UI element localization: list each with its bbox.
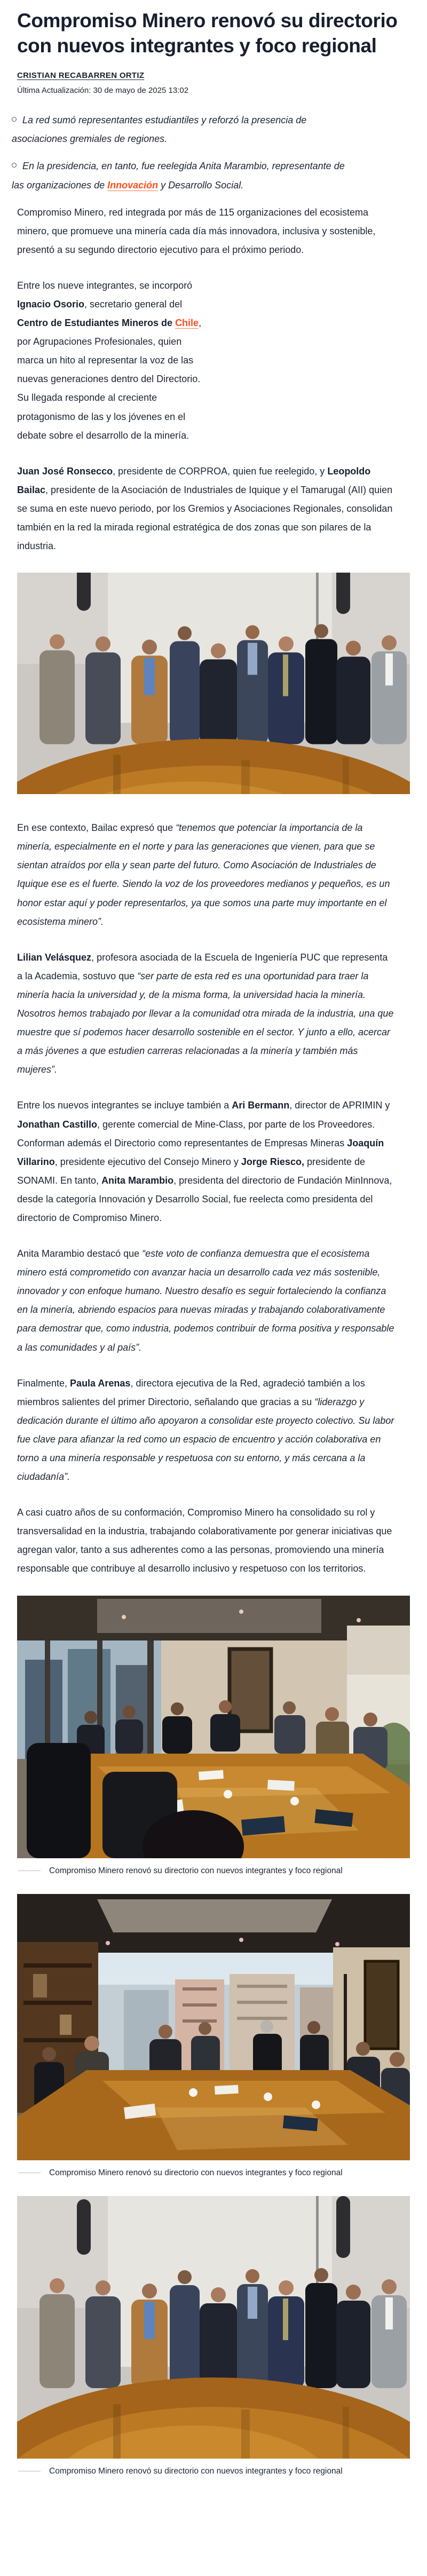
summary-bullet bbox=[12, 157, 359, 194]
quote-text: “ser parte de esta red es una oportunidad para traer la minería hacia la universidad y, de la misma forma, la universidad hacia la minería. Nosotros hemos trabajado por llevar a la comunidad otra mirada de la industria, una que muestre que sí podemos hacer desarrollo sostenible en el sector. Y junto a ello, acercar a más jóvenes a que estudien carreras relacionadas a la minería y también más mujeres”. bbox=[17, 970, 394, 1075]
person-name: Paula Arenas bbox=[70, 1377, 131, 1389]
bullet-text: En la presidencia, en tanto, fue reelegida Anita Marambio, representante de las organizaciones de bbox=[12, 161, 345, 191]
updated-timestamp: Última Actualización: 30 de mayo de 2025 13:02 bbox=[17, 86, 189, 96]
paragraph: Lilian Velásquez, profesora asociada de la Escuela de Ingeniería PUC que representa a la Academia, sostuvo que “ser parte de esta red es una oportunidad para traer la minería hacia la universidad y, de la misma forma, la universidad hacia la minería. Nosotros hemos trabajado por llevar a la comunidad otra mirada de la industria, una que muestre que sí podemos hacer desarrollo sostenible en el sector. Y junto a ello, acercar a más jóvenes a que estudien carreras relacionadas a la minería y también más mujeres”. bbox=[17, 952, 394, 1075]
bullet-icon bbox=[12, 163, 17, 168]
article-photo-3 bbox=[17, 1894, 410, 2178]
person-name: Ari Bermann bbox=[232, 1100, 290, 1111]
bullet-text: La red sumó representantes estudiantiles y reforzó la presencia de asociaciones gremiales de regiones. bbox=[12, 115, 307, 145]
bullet-text: y Desarrollo Social. bbox=[158, 179, 244, 191]
person-name: Lilian Velásquez bbox=[17, 952, 92, 963]
article-photo-4 bbox=[17, 2196, 410, 2476]
photo-illustration bbox=[17, 1596, 410, 1858]
boardroom-cityview-photo bbox=[17, 1894, 410, 2160]
person-name: Juan José Ronsecco bbox=[17, 465, 113, 477]
page-title: Compromiso Minero renovó su directorio con nuevos integrantes y foco regional bbox=[17, 10, 398, 57]
author-link[interactable]: CRISTIAN RECABARREN ORTIZ bbox=[17, 71, 145, 81]
summary-bullet bbox=[12, 111, 359, 148]
caption-text: Compromiso Minero renovó su directorio con nuevos integrantes y foco regional bbox=[49, 1866, 343, 1875]
photo-illustration bbox=[17, 573, 410, 794]
meeting-table-photo bbox=[17, 1596, 410, 1858]
paragraph: Entre los nueve integrantes, se incorporó Ignacio Osorio, secretario general del Centro de Estudiantes Mineros de Chile, por Agrupaciones Profesionales, quien marca un hito al representar la voz de las nuevas generaciones dentro del Directorio. Su llegada responde al creciente protagonismo de las y los jóvenes en el debate sobre el desarrollo de la minería. bbox=[17, 280, 202, 441]
person-name: Ignacio Osorio bbox=[17, 298, 85, 310]
person-name: Leopoldo Bailac bbox=[17, 465, 371, 495]
quote-text: “este voto de confianza demuestra que el ecosistema minero está comprometido con avanzar hacia un desarrollo cada vez más sostenible, innovador y con enfoque humano. Nuestro desafío es seguir fortaleciendo la confianza en la minería, abriendo espacios para nuevas miradas y trabajando colaborativamente para demostrar que, como industria, podemos contribuir de forma positiva y responsable a las comunidades y al país”. bbox=[17, 1248, 394, 1353]
person-name: Jorge Riesco, bbox=[241, 1156, 304, 1167]
quote-text: “liderazgo y dedicación durante el último año apoyaron a consolidar este proyecto colectivo. Su labor fue clave para afianzar la red como un espacio de encuentro y acción colaborativa en torno a una minería responsable y respetuosa con su entorno, y más cercana a la ciudadanía”. bbox=[17, 1396, 394, 1483]
boardroom-group-photo bbox=[17, 2196, 410, 2459]
summary-bullets bbox=[12, 111, 410, 194]
inline-link-chile[interactable]: Chile bbox=[175, 318, 199, 329]
paragraph: A casi cuatro años de su conformación, Compromiso Minero ha consolidado su rol y transversalidad en la industria, trabajando colaborativamente por generar iniciativas que agregan valor, tanto a sus adherentes como a las personas, promoviendo una minería responsable que contribuye al desarrollo inclusivo y respetuoso con los territorios. bbox=[17, 1507, 392, 1574]
caption-text: Compromiso Minero renovó su directorio con nuevos integrantes y foco regional bbox=[49, 2466, 343, 2476]
photo-illustration bbox=[17, 1894, 410, 2160]
org-name: Centro de Estudiantes Mineros de bbox=[17, 318, 176, 329]
paragraph: Anita Marambio destacó que “este voto de confianza demuestra que el ecosistema minero está comprometido con avanzar hacia un desarrollo cada vez más sostenible, innovador y con enfoque humano. Nuestro desafío es seguir fortaleciendo la confianza en la minería, abriendo espacios para nuevas miradas y trabajando colaborativamente para demostrar que, como industria, podemos contribuir de forma positiva y responsable a las comunidades y al país”. bbox=[17, 1248, 394, 1353]
wooden-table bbox=[17, 2070, 410, 2160]
paragraph: Finalmente, Paula Arenas, directora ejecutiva de la Red, agradeció también a los miembros salientes del primer Directorio, señalando que gracias a su “liderazgo y dedicación durante el último año apoyaron a consolidar este proyecto colectivo. Su labor fue clave para afianzar la red como un espacio de encuentro y acción colaborativa en torno a una minería responsable y respetuosa con su entorno, y más cercana a la ciudadanía”. bbox=[17, 1377, 394, 1483]
person-name: Jonathan Castillo bbox=[17, 1119, 98, 1130]
bullet-icon bbox=[12, 117, 17, 122]
quote-text: “tenemos que potenciar la importancia de la minería, especialmente en el norte y para las generaciones que vienen, para que se sientan atraídos por ella y sean parte del futuro. Como Asociación de Industriales de Iquique ese es el fuerte. Siendo la voz de los proveedores medianos y pequeños, es un honor estar aquí y poder representarlos, ya que somos una parte muy importante en el ecosistema minero”. bbox=[17, 822, 390, 927]
photo-illustration bbox=[17, 2196, 410, 2459]
caption-dash-icon bbox=[18, 1870, 41, 1871]
paragraph: En ese contexto, Bailac expresó que “tenemos que potenciar la importancia de la minería, especialmente en el norte y para las generaciones que vienen, para que se sientan atraídos por ella y sean parte del futuro. Como Asociación de Industriales de Iquique ese es el fuerte. Siendo la voz de los proveedores medianos y pequeños, es un honor estar aquí y poder representarlos, ya que somos una parte muy importante en el ecosistema minero”. bbox=[17, 822, 390, 927]
paragraph: Juan José Ronsecco, presidente de CORPROA, quien fue reelegido, y Leopoldo Bailac, presidente de la Asociación de Industriales de Iquique y el Tamarugal (AII) quien se suma en este nuevo periodo, por los Gremios y Asociaciones Regionales, consolidan también en la red la mirada regional estratégica de dos zonas que son pilares de la industria. bbox=[17, 465, 393, 552]
article-photo-1 bbox=[17, 573, 410, 794]
paragraph: Compromiso Minero, red integrada por más de 115 organizaciones del ecosistema minero, que promueve una minería cada día más innovadora, inclusiva y sostenible, presentó a su segundo directorio ejecutivo para el próximo periodo. bbox=[17, 207, 376, 255]
person-name: Joaquín Villarino bbox=[17, 1137, 384, 1167]
photo-caption bbox=[17, 2168, 410, 2178]
boardroom-group-photo bbox=[17, 573, 410, 794]
photo-caption bbox=[17, 1866, 410, 1876]
photo-caption bbox=[17, 2467, 410, 2476]
inline-link-innovacion[interactable]: Innovación bbox=[107, 179, 159, 191]
paragraph: Entre los nuevos integrantes se incluye también a Ari Bermann, director de APRIMIN y Jonathan Castillo, gerente comercial de Mine-Class, por parte de los Proveedores. Conforman además el Directorio como representantes de Empresas Mineras Joaquín Villarino, presidente ejecutivo del Consejo Minero y Jorge Riesco, presidente de SONAMI. En tanto, Anita Marambio, presidenta del directorio de Fundación MinInnova, desde la categoría Innovación y Desarrollo Social, fue reelecta como presidenta del directorio de Compromiso Minero. bbox=[17, 1100, 392, 1223]
caption-text: Compromiso Minero renovó su directorio con nuevos integrantes y foco regional bbox=[49, 2168, 343, 2177]
person-name: Anita Marambio bbox=[101, 1175, 174, 1186]
article-photo-2 bbox=[17, 1596, 410, 1876]
